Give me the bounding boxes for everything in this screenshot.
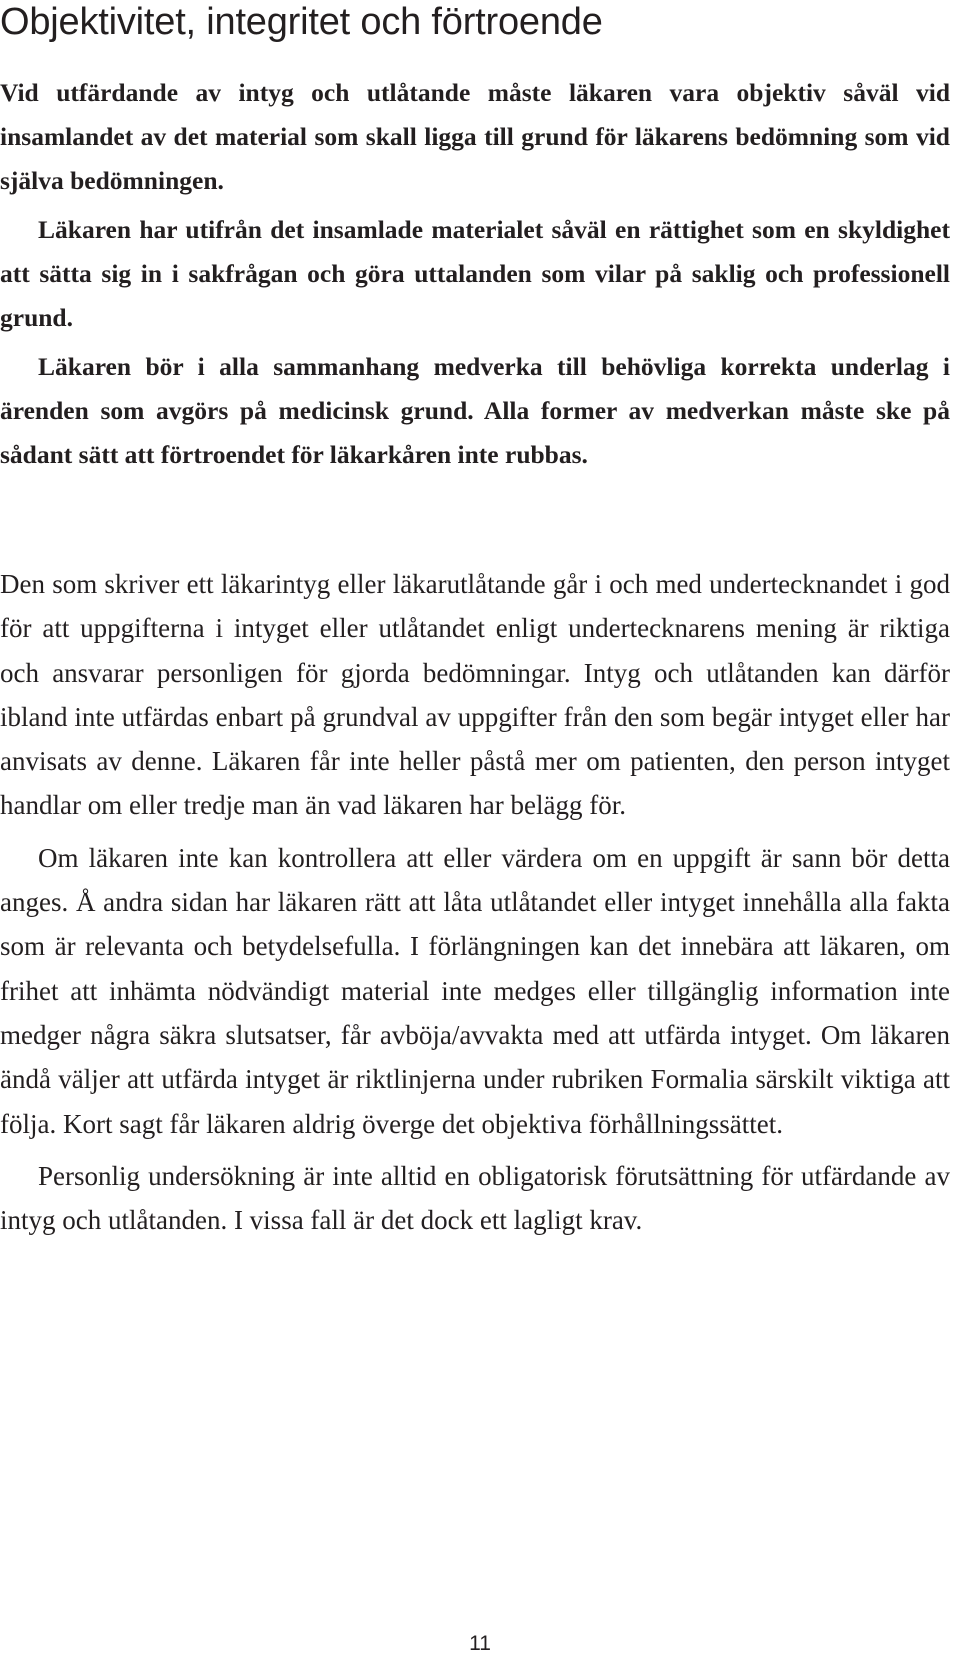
lead-paragraph-rights: Läkaren har utifrån det insamlade materialet såväl en rättighet som en skyldighet att sätta sig in i sakfrågan och göra uttalanden som vilar på saklig och professionell grund. [0, 215, 950, 332]
lead-paragraph-trust: Läkaren bör i alla sammanhang medverka till behövliga korrekta underlag i ärenden som avgörs på medicinsk grund. Alla former av medverkan måste ske på sådant sätt att förtroendet för läkarkåren inte rubbas. [0, 352, 950, 469]
body-paragraph-verification: Om läkaren inte kan kontrollera att eller värdera om en uppgift är sann bör detta anges. Å andra sidan har läkaren rätt att låta utlåtandet eller intyget innehålla alla fakta som är relevanta och betydelsefulla. I förlängningen kan det innebära att läkaren, om frihet att inhämta nödvändigt material inte medges eller tillgänglig information inte medger några säkra slutsatser, får avböja/avvakta med att utfärda intyget. Om läkaren ändå väljer att utfärda intyget är riktlinjerna under rubriken Formalia särskilt viktiga att följa. Kort sagt får läkaren aldrig överge det objektiva förhållningssättet. [0, 842, 950, 1139]
body-paragraph-examination: Personlig undersökning är inte alltid en obligatorisk förutsättning för utfärdande av intyg och utlåtanden. I vissa fall är det dock ett lagligt krav. [0, 1160, 950, 1236]
lead-text-block [0, 71, 950, 477]
section-heading: Objektivitet, integritet och förtroende [0, 1, 603, 43]
lead-paragraph-objectivity: Vid utfärdande av intyg och utlåtande måste läkaren vara objektiv såväl vid insamlandet av det material som skall ligga till grund för läkarens bedömning som vid själva bedömningen. [0, 78, 950, 195]
page-number: 11 [469, 1632, 491, 1655]
body-text-block [0, 562, 950, 1242]
body-paragraph-signature: Den som skriver ett läkarintyg eller läkarutlåtande går i och med undertecknandet i god för att uppgifterna i intyget eller utlåtandet enligt undertecknarens mening är riktiga och ansvarar personligen för gjorda bedömningar. Intyg och utlåtanden kan därför ibland inte utfärdas enbart på grundval av uppgifter från den som begär intyget eller har anvisats av denne. Läkaren får inte heller påstå mer om patienten, den person intyget handlar om eller tredje man än vad läkaren har belägg för. [0, 569, 950, 821]
